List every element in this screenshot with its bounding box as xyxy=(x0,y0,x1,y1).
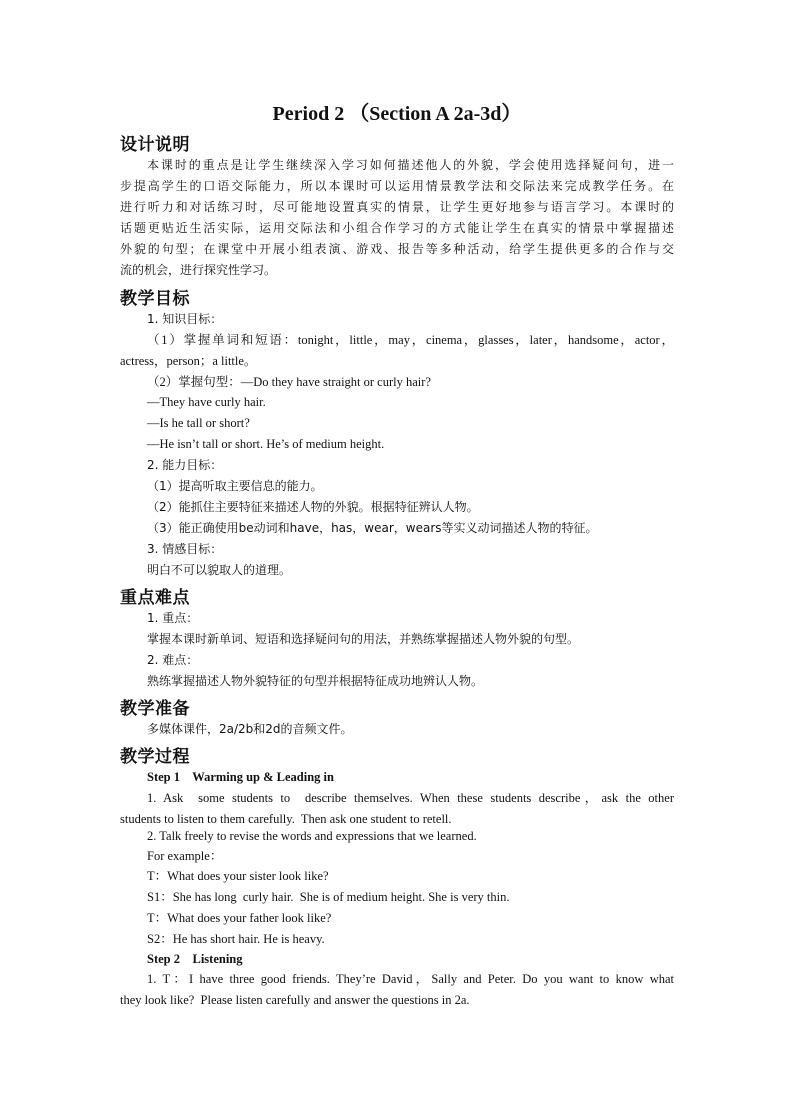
step2-line: they look like? Please listen carefully and answer the questions in 2a. xyxy=(120,993,470,1007)
for-example: For example： xyxy=(147,849,223,863)
pattern-line: —They have curly hair. xyxy=(147,395,266,409)
dialog-line: S1：She has long curly hair. She is of medium height. She is very thin. xyxy=(147,890,510,904)
ability-item: （1）提高听取主要信息的能力。 xyxy=(147,479,323,493)
design-line: 本课时的重点是让学生继续深入学习如何描述他人的外貌，学会使用选择疑问句，进一 xyxy=(147,158,674,172)
heading-design: 设计说明 xyxy=(120,135,190,155)
emotion-text: 明白不可以貌取人的道理。 xyxy=(147,563,292,577)
page-title: Period 2 （Section A 2a-3d） xyxy=(272,103,522,125)
pattern-line: （2）掌握句型：—Do they have straight or curly hair? xyxy=(147,375,431,389)
step1-item1-line: 1. Ask some students to describe themselves. When these students describe，ask the other xyxy=(147,791,674,805)
pattern-line: —He isn’t tall or short. He’s of medium height. xyxy=(147,437,385,451)
design-line: 流的机会，进行探究性学习。 xyxy=(120,263,277,277)
heading-objectives: 教学目标 xyxy=(120,289,190,309)
design-line: 步提高学生的口语交际能力，所以本课时可以运用情景教学法和交际法来完成教学任务。在 xyxy=(120,179,674,193)
dialog-line: T：What does your father look like? xyxy=(147,911,332,925)
preparation-text: 多媒体课件，2a/2b和2d的音频文件。 xyxy=(147,722,353,736)
knowledge-label: 1. 知识目标： xyxy=(147,312,223,326)
focus-label: 1. 重点： xyxy=(147,611,199,625)
design-line: 进行听力和对话练习时，尽可能地设置真实的情景，让学生更好地参与语言学习。本课时的 xyxy=(120,200,674,214)
step1-item2: 2. Talk freely to revise the words and expressions that we learned. xyxy=(147,829,477,843)
difficulty-label: 2. 难点： xyxy=(147,653,199,667)
dialog-line: T：What does your sister look like? xyxy=(147,869,329,883)
design-line: 话题更贴近生活实际，运用交际法和小组合作学习的方式能让学生在真实的情景中掌握描述 xyxy=(120,221,674,235)
pattern-line: —Is he tall or short? xyxy=(147,416,250,430)
ability-item: （3）能正确使用be动词和have，has，wear，wears等实义动词描述人物的特征。 xyxy=(147,521,598,535)
emotion-label: 3. 情感目标： xyxy=(147,542,223,556)
ability-label: 2. 能力目标： xyxy=(147,458,223,472)
step1-title: Step 1 Warming up & Leading in xyxy=(147,770,334,784)
heading-process: 教学过程 xyxy=(120,747,190,767)
heading-keypoints: 重点难点 xyxy=(120,588,190,608)
focus-text: 掌握本课时新单词、短语和选择疑问句的用法，并熟练掌握描述人物外貌的句型。 xyxy=(147,632,580,646)
step1-item1-line: students to listen to them carefully. Then ask one student to retell. xyxy=(120,812,452,826)
dialog-line: S2：He has short hair. He is heavy. xyxy=(147,932,325,946)
design-line: 外貌的句型；在课堂中开展小组表演、游戏、报告等多种活动，给学生提供更多的合作与交 xyxy=(120,242,674,256)
step2-title: Step 2 Listening xyxy=(147,952,243,966)
vocab-line: actress，person；a little。 xyxy=(120,354,257,368)
step2-line: 1. T：I have three good friends. They’re David，Sally and Peter. Do you want to know what xyxy=(147,972,674,986)
ability-item: （2）能抓住主要特征来描述人物的外貌。根据特征辨认人物。 xyxy=(147,500,479,514)
heading-preparation: 教学准备 xyxy=(120,699,190,719)
difficulty-text: 熟练掌握描述人物外貌特征的句型并根据特征成功地辨认人物。 xyxy=(147,674,484,688)
vocab-line: （1）掌握单词和短语：tonight，little，may，cinema，glasses，later，handsome，actor， xyxy=(147,333,674,347)
